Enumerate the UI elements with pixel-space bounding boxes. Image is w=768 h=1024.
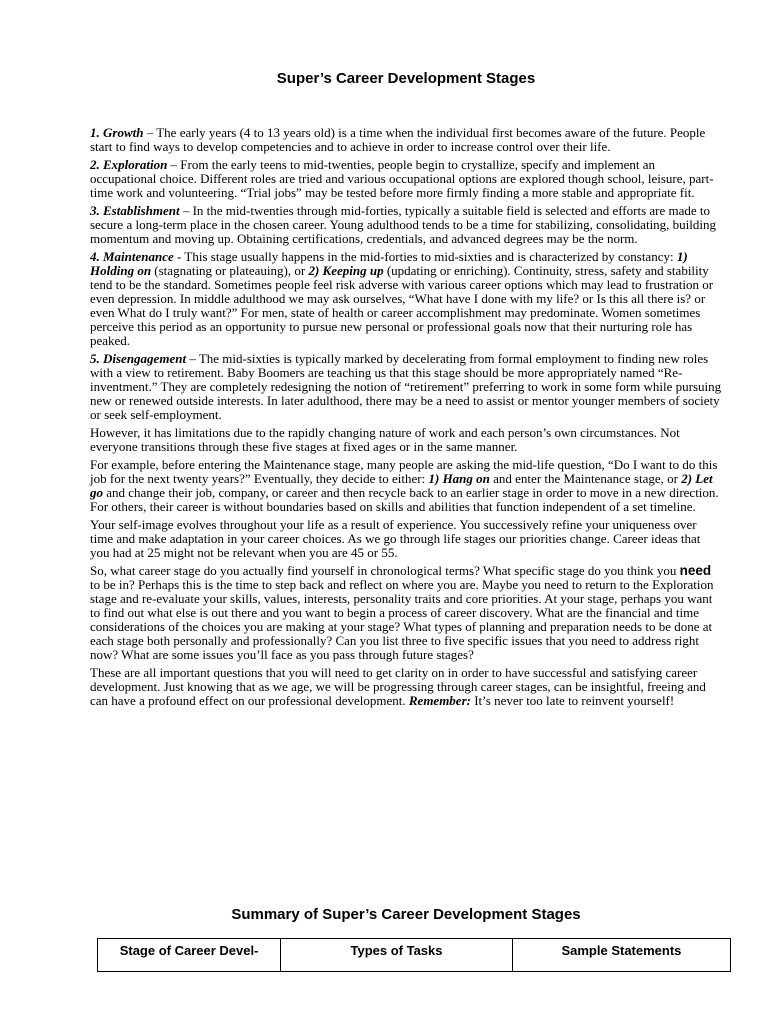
option-let-go: 2) Let go <box>90 471 713 500</box>
document-body <box>90 126 722 712</box>
header-stage: Stage of Career Devel- <box>98 939 281 972</box>
stage-label: 2. Exploration <box>90 157 168 172</box>
emphasis-remember: Remember: <box>408 693 471 708</box>
stage-growth: 1. Growth – The early years (4 to 13 years old) is a time when the individual first becomes aware of the future. People start to find ways to develop competencies and to achieve in order to increase control over their life. <box>90 125 706 154</box>
table-header-row <box>98 939 731 972</box>
option-hang-on: 1) Hang on <box>428 471 490 486</box>
stage-maintenance: 4. Maintenance - This stage usually happens in the mid-forties to mid-sixties and is characterized by constancy: 1) Holding on (stagnating or plateauing), or 2) Keeping up (updating or enriching). Continuity, stress, safety and stability tend to be the standard. Sometimes people feel risk adverse with various career options which may lead to frustration or even depression. In middle adulthood we may ask ourselves, “What have I done with my life? or Is this all there is? or even What do I truly want?” For men, state of health or career accomplishment may predominate. Women sometimes perceive this period as an opportunity to pursue new personal or professional goals now that their nurturing role has peaked. <box>90 249 714 348</box>
page-title: Super’s Career Development Stages <box>276 70 536 87</box>
header-tasks: Types of Tasks <box>281 939 513 972</box>
stage-establishment: 3. Establishment – In the mid-twenties through mid-forties, typically a suitable field is selected and efforts are made to secure a long-term place in the chosen career. Young adulthood tends to be a time for stabilizing, consolidating, building momentum and moving up. Obtaining certifications, credentials, and advanced degrees may be the norm. <box>90 203 717 246</box>
stage-disengagement: 5. Disengagement – The mid-sixties is typically marked by decelerating from formal employment to finding new roles with a view to retirement. Baby Boomers are teaching us that this stage should be more appropriately named “Re-inventment.” They are completely redesigning the notion of “retirement” preferring to work in some form while pursuing new or renewed outside interests. In later adulthood, there may be a need to assist or mentor younger members of society or seek self-employment. <box>90 351 722 422</box>
paragraph-conclusion: These are all important questions that you will need to get clarity on in order to have successful and satisfying career development. Just knowing that as we age, we will be progressing through career stages, can be insightful, freeing and can have a profound effect on our professional development. Remember: It’s never too late to reinvent yourself! <box>90 665 706 708</box>
stage-label: 1. Growth <box>90 125 144 140</box>
stage-label: 3. Establishment <box>90 203 180 218</box>
summary-title: Summary of Super’s Career Development Stages <box>231 906 581 923</box>
stage-exploration: 2. Exploration – From the early teens to mid-twenties, people begin to crystallize, specify and implement an occupational choice. Different roles are tried and various occupational options are explored though school, leisure, part-time work and volunteering. “Trial jobs” may be tested before more firmly finding a more stable and appropriate fit. <box>90 157 714 200</box>
option-keeping-up: 2) Keeping up <box>308 263 384 278</box>
emphasis-need: need <box>679 563 712 578</box>
stage-label: 5. Disengagement <box>90 351 187 366</box>
paragraph-however: However, it has limitations due to the rapidly changing nature of work and each person’s own circumstances. Not everyone transitions through these five stages at fixed ages or in the same manner. <box>90 425 680 454</box>
paragraph-example: For example, before entering the Maintenance stage, many people are asking the mid-life question, “Do I want to do this job for the next twenty years?” Eventually, they decide to either: 1) Hang on and enter the Maintenance stage, or 2) Let go and change their job, company, or career and then recycle back to an earlier stage in order to move in a new direction. For others, their career is without boundaries based on skills and abilities that function independent of a set timeline. <box>90 457 719 514</box>
summary-table <box>97 938 731 972</box>
paragraph-self-image: Your self-image evolves throughout your life as a result of experience. You successively refine your uniqueness over time and make adaptation in your career choices. As we go through life stages our priorities change. Career ideas that you had at 25 might not be relevant when you are 45 or 55. <box>90 517 701 560</box>
option-holding-on: 1) Holding on <box>90 249 688 278</box>
header-statements: Sample Statements <box>512 939 730 972</box>
stage-label: 4. Maintenance <box>90 249 174 264</box>
paragraph-questions: So, what career stage do you actually find yourself in chronological terms? What specific stage do you think you need to be in? Perhaps this is the time to step back and reflect on where you are. Maybe you need to return to the Exploration stage and re-evaluate your skills, values, interests, personality traits and core priorities. At your stage, perhaps you want to find out what else is out there and you want to begin a process of career discovery. What are the financial and time considerations of the choices you are making at your stage? What types of planning and preparation needs to be done at each stage both personally and professionally? Can you list three to five specific issues that you need to address right now? What are some issues you’ll face as you pass through future stages? <box>90 563 714 662</box>
